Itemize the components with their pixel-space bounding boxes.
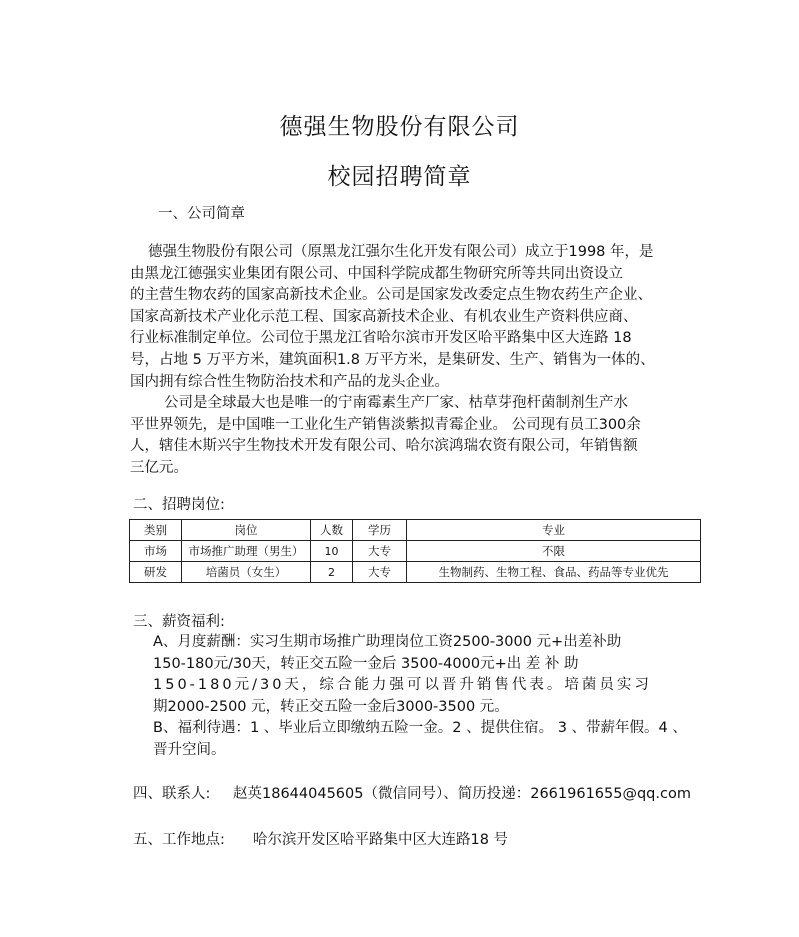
positions-table bbox=[129, 519, 701, 583]
section-company-heading: 一、公司简章 bbox=[158, 206, 245, 222]
paragraph-line: 的主营生物农药的国家高新技术企业。公司是国家发改委定点生物农药生产企业、 bbox=[130, 287, 652, 304]
column-header: 人数 bbox=[311, 520, 353, 541]
section-salary-heading: 三、薪资福利: bbox=[133, 614, 225, 630]
table-cell: 市场 bbox=[130, 541, 182, 562]
paragraph-line: 号，占地 5 万平方米，建筑面积1.8 万平方米，是集研发、生产、销售为一体的、 bbox=[130, 351, 655, 368]
column-header: 学历 bbox=[353, 520, 407, 541]
paragraph-line: B、福利待遇：1 、毕业后立即缴纳五险一金。2 、提供住宿。 3 、带薪年假。4 、 bbox=[153, 720, 687, 736]
paragraph-line: 150-180元/30天，综合能力强可以晋升销售代表。培菌员实习 bbox=[153, 677, 652, 693]
table-cell: 生物制药、生物工程、食品、药品等专业优先 bbox=[407, 562, 701, 583]
work-address: 哈尔滨开发区哈平路集中区大连路18 号 bbox=[253, 832, 509, 848]
table-cell: 2 bbox=[311, 562, 353, 583]
column-header: 类别 bbox=[130, 520, 182, 541]
paragraph-line: A、月度薪酬：实习生期市场推广助理岗位工资2500-3000 元+出差补助 bbox=[153, 634, 622, 650]
table-header-row bbox=[130, 520, 701, 541]
section-positions-heading: 二、招聘岗位: bbox=[133, 497, 225, 513]
document-subtitle: 校园招聘简章 bbox=[327, 164, 472, 190]
paragraph-line: 国内拥有综合性生物防治技术和产品的龙头企业。 bbox=[130, 373, 449, 390]
paragraph-line: 人，辖佳木斯兴宇生物技术开发有限公司、哈尔滨鸿瑞农资有限公司，年销售额 bbox=[130, 438, 638, 455]
paragraph-line: 由黑龙江德强实业集团有限公司、中国科学院成都生物研究所等共同出资设立 bbox=[130, 265, 623, 282]
monthly-salary-paragraph bbox=[153, 632, 693, 718]
contact-info: 赵英18644045605（微信同号）、简历投递：2661961655@qq.com bbox=[233, 786, 691, 802]
section-location-heading: 五、工作地点: bbox=[133, 832, 225, 848]
document-title: 德强生物股份有限公司 bbox=[279, 114, 520, 140]
column-header: 岗位 bbox=[182, 520, 311, 541]
table-cell: 研发 bbox=[130, 562, 182, 583]
table-row bbox=[130, 541, 701, 562]
column-header: 专业 bbox=[407, 520, 701, 541]
paragraph-line: 德强生物股份有限公司（原黑龙江强尔生化开发有限公司）成立于1998 年，是 bbox=[148, 244, 654, 260]
paragraph-line: 平世界领先，是中国唯一工业化生产销售淡紫拟青霉企业。 公司现有员工300余 bbox=[130, 416, 641, 433]
paragraph-line: 国家高新技术产业化示范工程、国家高新技术企业、有机农业生产资料供应商、 bbox=[130, 308, 638, 325]
section-contact-heading: 四、联系人: bbox=[133, 786, 211, 802]
company-scale-paragraph bbox=[130, 393, 690, 479]
table-cell: 培菌员（女生） bbox=[182, 562, 311, 583]
welfare-paragraph bbox=[153, 718, 693, 761]
table-cell: 大专 bbox=[353, 562, 407, 583]
paragraph-line: 行业标准制定单位。公司位于黑龙江省哈尔滨市开发区哈平路集中区大连路 18 bbox=[130, 330, 632, 347]
paragraph-line: 期2000-2500 元，转正交五险一金后3000-3500 元。 bbox=[153, 698, 509, 715]
table-cell: 大专 bbox=[353, 541, 407, 562]
paragraph-line: 晋升空间。 bbox=[153, 741, 226, 758]
paragraph-line: 三亿元。 bbox=[130, 459, 188, 476]
company-intro-paragraph bbox=[130, 242, 690, 393]
table-cell: 10 bbox=[311, 541, 353, 562]
table-row bbox=[130, 562, 701, 583]
table-cell: 市场推广助理（男生） bbox=[182, 541, 311, 562]
paragraph-line: 公司是全球最大也是唯一的宁南霉素生产厂家、枯草芽孢杆菌制剂生产水 bbox=[164, 395, 628, 411]
table-cell: 不限 bbox=[407, 541, 701, 562]
paragraph-line: 150-180元/30天，转正交五险一金后 3500-4000元+出 差 补 助 bbox=[153, 655, 579, 672]
